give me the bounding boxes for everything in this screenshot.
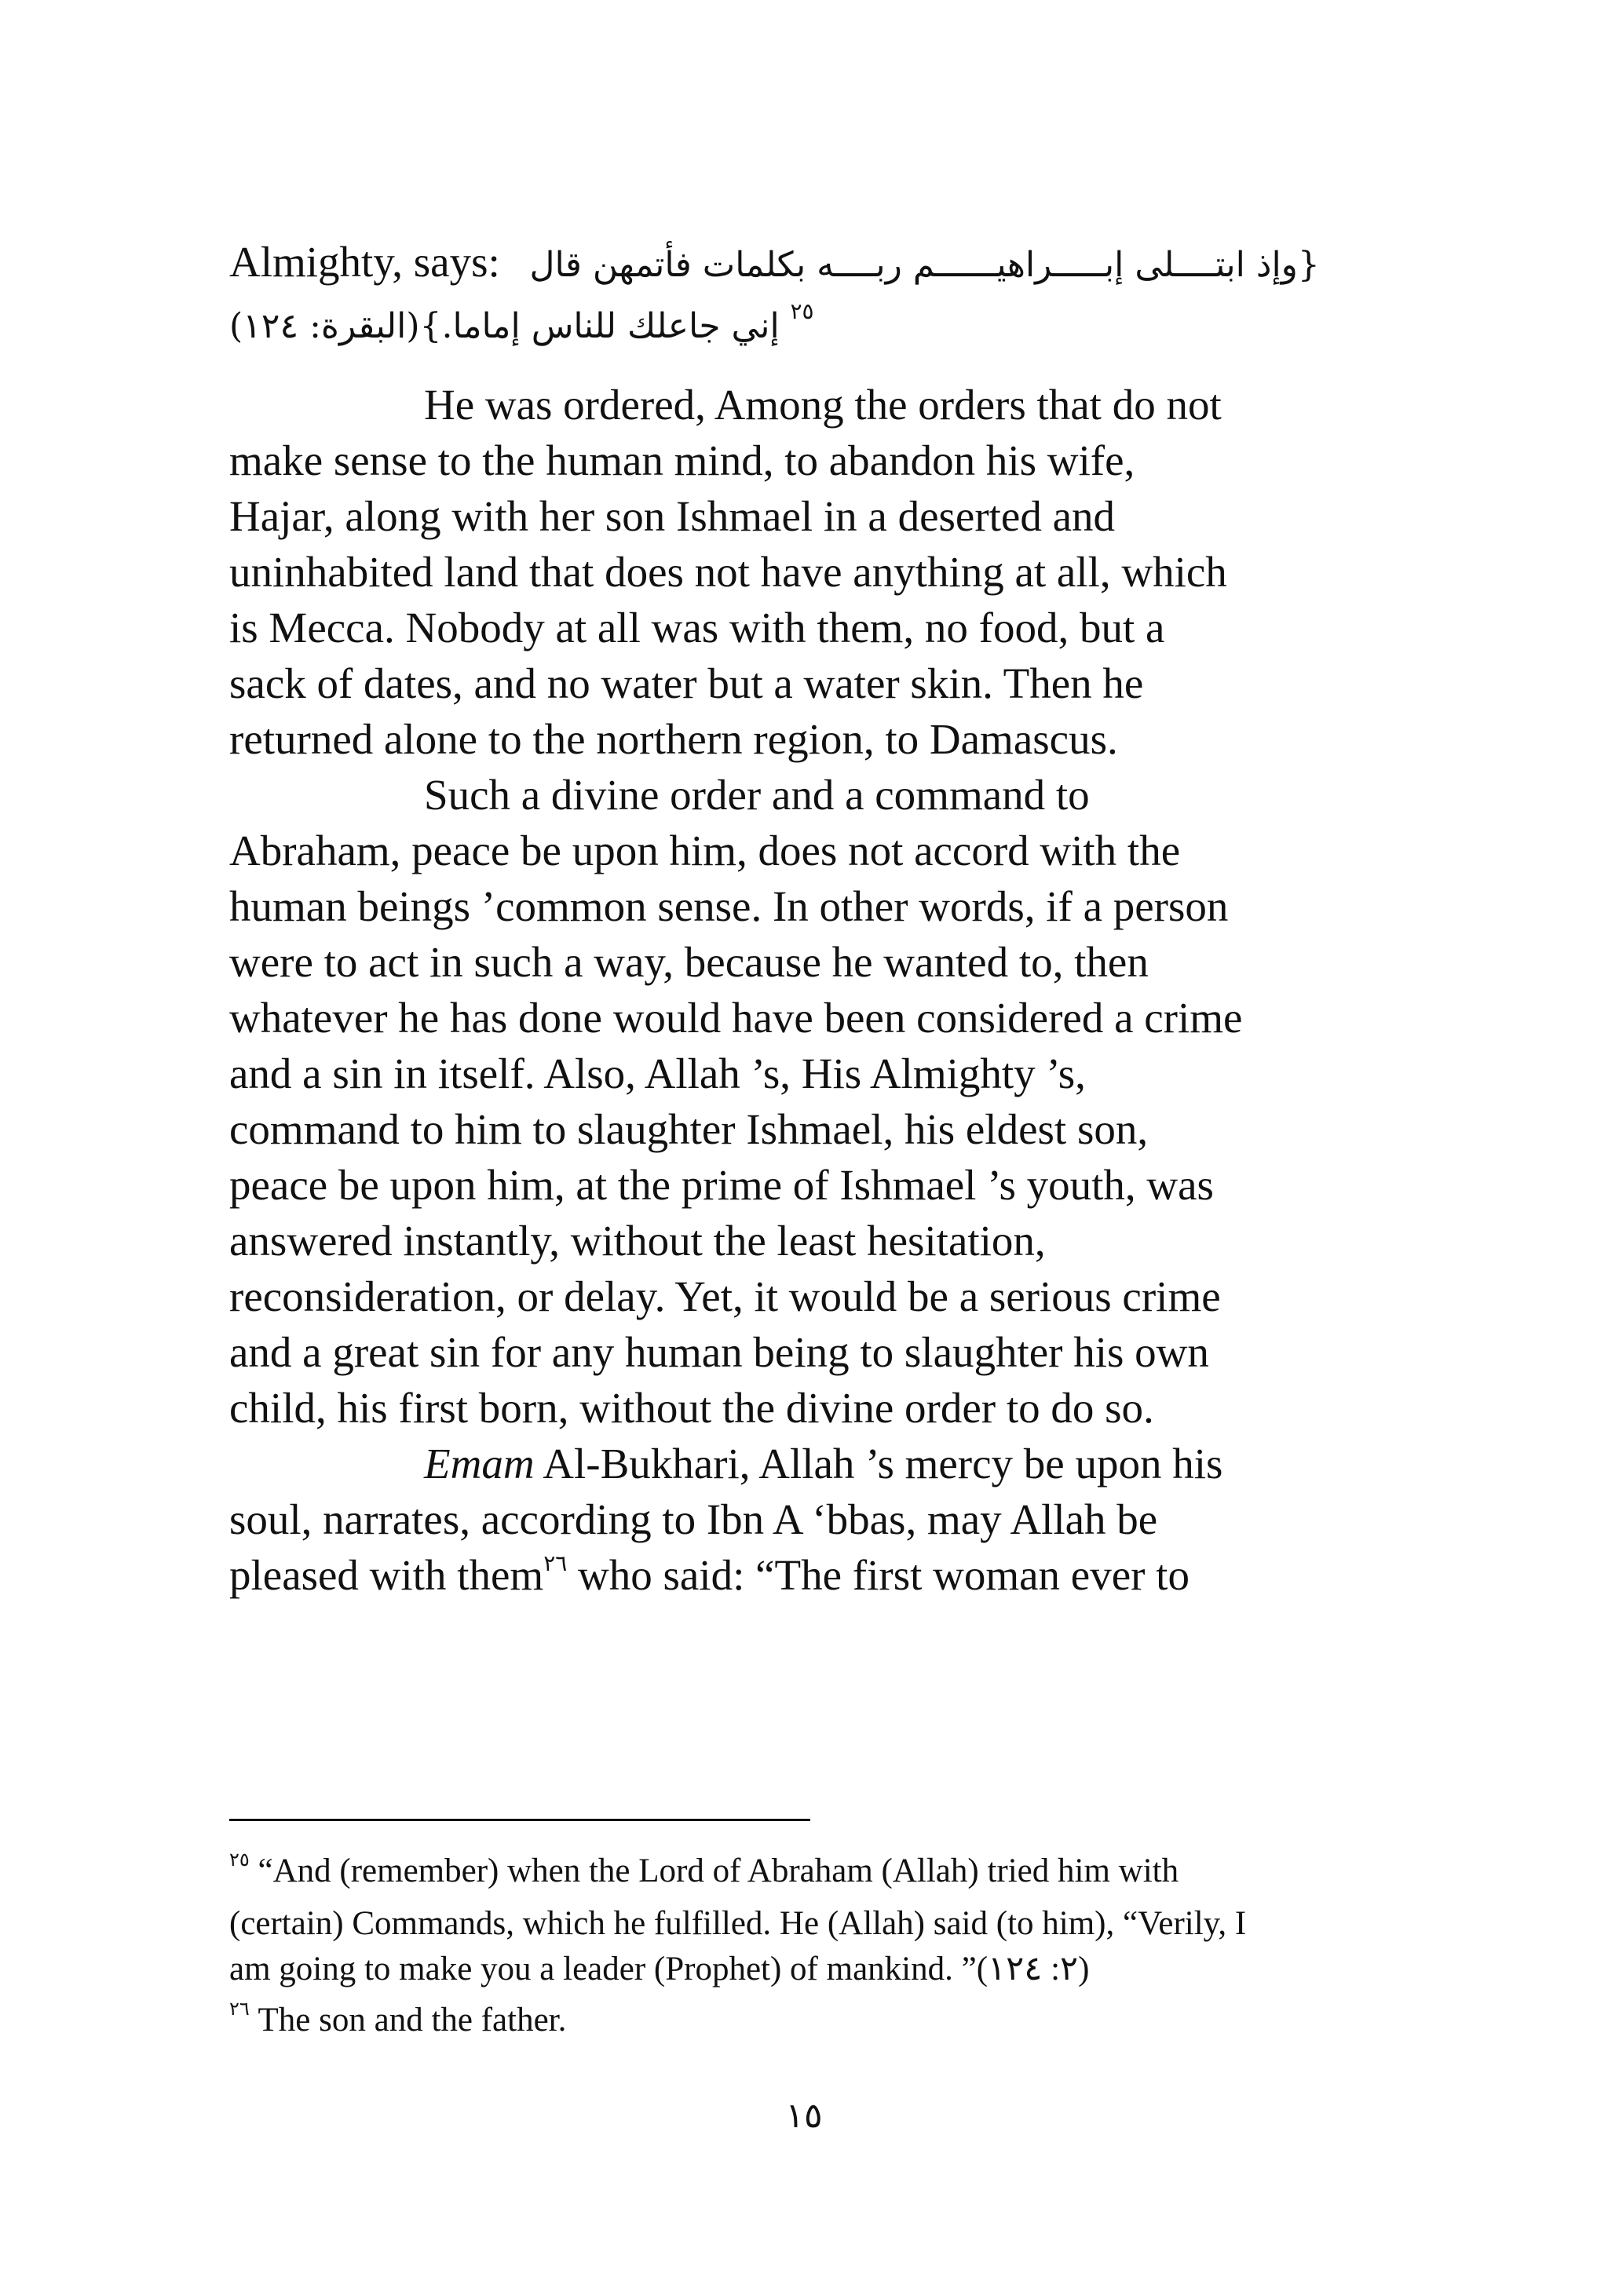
paragraph-line: and a great sin for any human being to slaughter his own bbox=[229, 1328, 1209, 1376]
paragraph-line: is Mecca. Nobody at all was with them, no food, but a bbox=[229, 604, 1165, 652]
paragraph-line: human beings ’common sense. In other words, if a person bbox=[229, 882, 1229, 930]
paragraph-line bbox=[229, 1547, 1190, 1611]
paragraph-line: answered instantly, without the least hesitation, bbox=[229, 1217, 1046, 1265]
footnote-line: (certain) Commands, which he fulfilled. He (Allah) said (to him), “Verily, I bbox=[229, 1905, 1247, 1942]
paragraph-line: and a sin in itself. Also, Allah ’s, His Almighty ’s, bbox=[229, 1049, 1086, 1097]
paragraph-line: Such a divine order and a command to bbox=[424, 771, 1090, 819]
footnote-marker: ٢٦ bbox=[229, 1999, 250, 2020]
footnote-ref-26: ٢٦ bbox=[543, 1552, 568, 1576]
paragraph-line: sack of dates, and no water but a water skin. Then he bbox=[229, 659, 1144, 707]
paragraph-line-start: pleased with them bbox=[229, 1551, 544, 1599]
footnote-text: “And (remember) when the Lord of Abraham (Allah) tried him with bbox=[249, 1852, 1179, 1889]
intro-prefix: Almighty, says: bbox=[229, 238, 500, 286]
intro-line-2 bbox=[229, 295, 814, 359]
paragraph-line: Abraham, peace be upon him, does not accord with the bbox=[229, 827, 1181, 874]
paragraph-line: returned alone to the northern region, to Damascus. bbox=[229, 715, 1118, 763]
paragraph-line: reconsideration, or delay. Yet, it would be a serious crime bbox=[229, 1272, 1221, 1320]
footnote-separator bbox=[229, 1819, 810, 1821]
emphasis-emam: Emam bbox=[424, 1440, 535, 1487]
footnote-text: The son and the father. bbox=[249, 2002, 567, 2039]
paragraph-line: peace be upon him, at the prime of Ishmael ’s youth, was bbox=[229, 1161, 1214, 1209]
paragraph-line: He was ordered, Among the orders that do not bbox=[424, 381, 1222, 429]
footnote-ref-25: ٢٥ bbox=[790, 300, 814, 324]
footnote-line: am going to make you a leader (Prophet) of mankind. ”(٢: ١٢٤) bbox=[229, 1951, 1090, 1988]
paragraph-line: child, his first born, without the divine order to do so. bbox=[229, 1384, 1154, 1432]
footnote-line bbox=[229, 1849, 1179, 1899]
page-number: ١٥ bbox=[785, 2096, 823, 2136]
footnote-line bbox=[229, 1998, 566, 2048]
arabic-verse-line-2: إني جاعلك للناس إماما.}(البقرة: ١٢٤) bbox=[229, 306, 780, 346]
intro-line-1 bbox=[229, 234, 1320, 293]
paragraph-line bbox=[229, 1436, 1222, 1491]
paragraph-line: make sense to the human mind, to abandon his wife, bbox=[229, 436, 1135, 484]
arabic-verse-line-1: {وإذ ابتــــلى إبـــــراهيــــــم ربــــه بكلمات فأتمهن قال bbox=[529, 245, 1320, 285]
paragraph-line-end: who said: “The first woman ever to bbox=[567, 1551, 1190, 1599]
paragraph-line: whatever he has done would have been considered a crime bbox=[229, 994, 1243, 1042]
footnote-marker: ٢٥ bbox=[229, 1850, 250, 1871]
paragraph-line: command to him to slaughter Ishmael, his eldest son, bbox=[229, 1105, 1149, 1153]
paragraph-line: uninhabited land that does not have anything at all, which bbox=[229, 548, 1227, 596]
paragraph-line: soul, narrates, according to Ibn A ‘bbas, may Allah be bbox=[229, 1495, 1158, 1543]
paragraph-line: Hajar, along with her son Ishmael in a deserted and bbox=[229, 492, 1115, 540]
paragraph-line: were to act in such a way, because he wanted to, then bbox=[229, 938, 1149, 986]
paragraph-line-rest: Al-Bukhari, Allah ’s mercy be upon his bbox=[534, 1440, 1223, 1487]
